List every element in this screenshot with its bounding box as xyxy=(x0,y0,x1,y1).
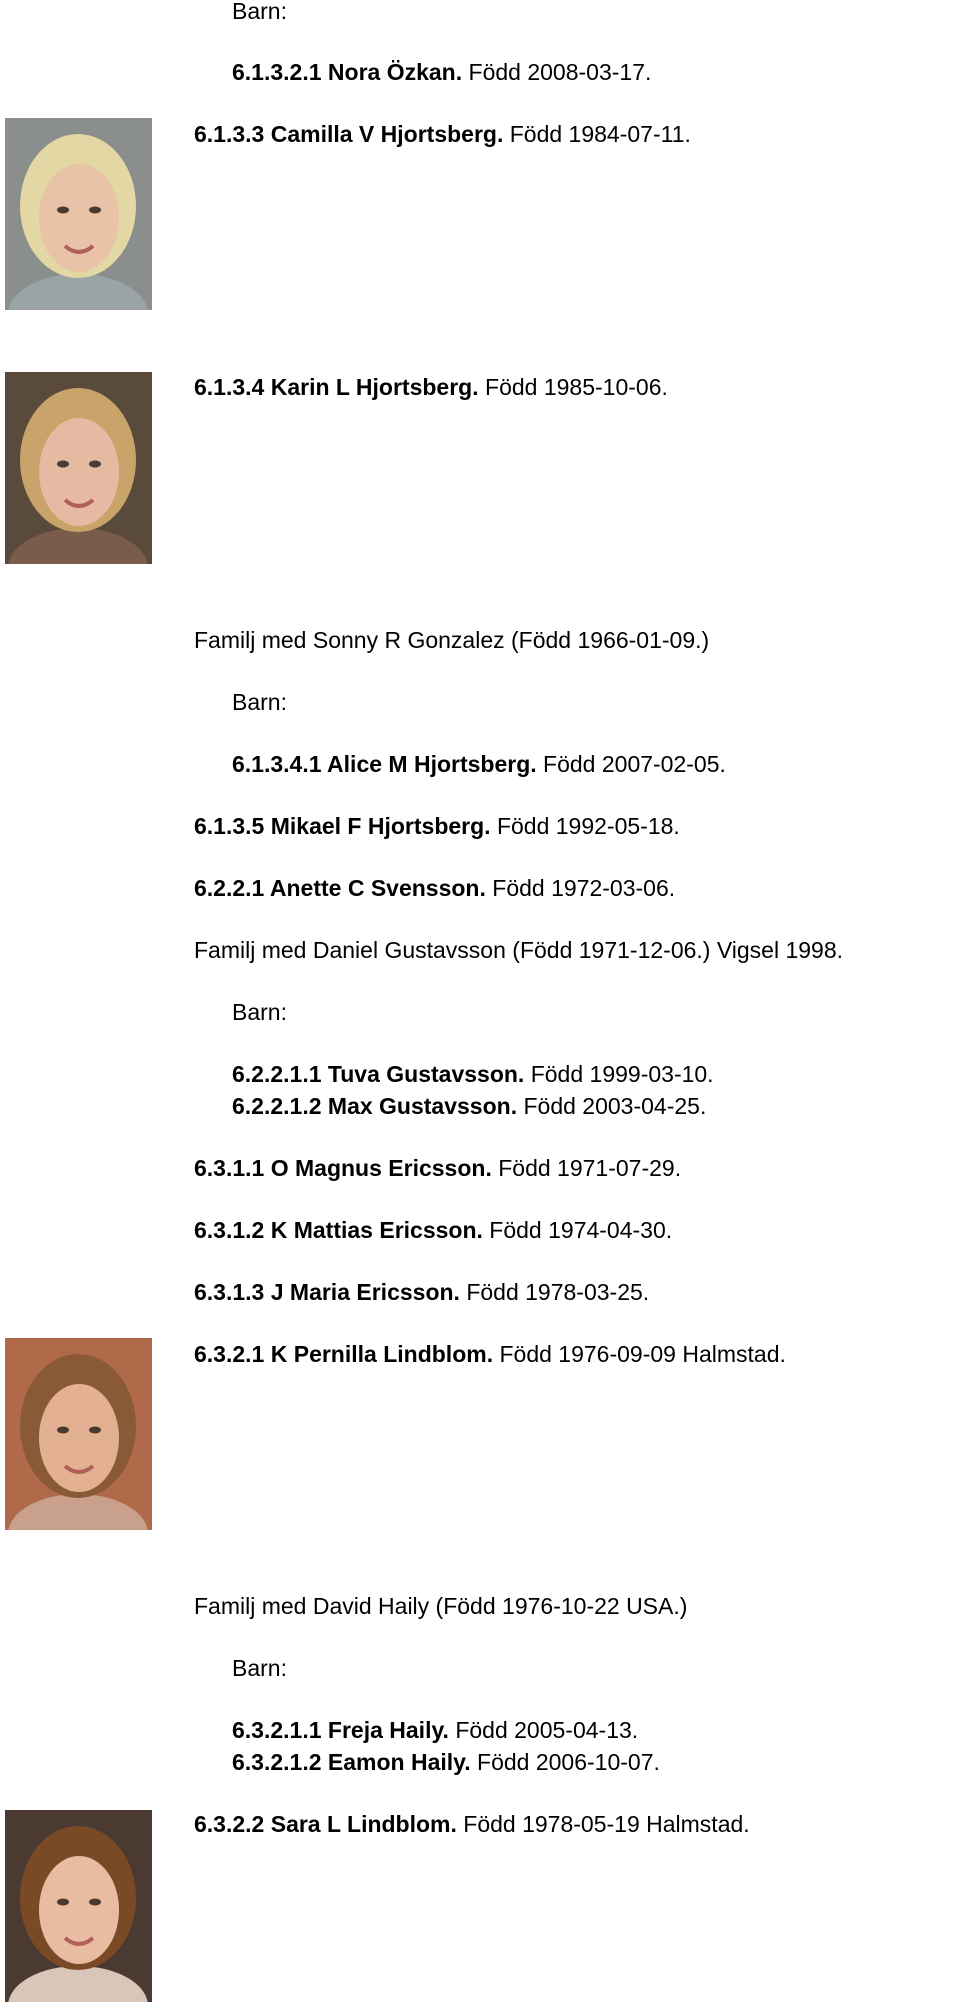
family-line: Familj med David Haily (Född 1976-10-22 USA.) xyxy=(194,1593,688,1619)
person-entry xyxy=(194,1340,786,1368)
person-entry xyxy=(232,1060,714,1088)
person-name: 6.3.2.1.2 Eamon Haily. xyxy=(232,1749,471,1775)
eye-left-shape xyxy=(57,207,69,214)
photo-karin xyxy=(5,372,152,564)
family-line: Familj med Daniel Gustavsson (Född 1971-12-06.) Vigsel 1998. xyxy=(194,937,844,963)
person-name: 6.3.2.1 K Pernilla Lindblom. xyxy=(194,1341,494,1367)
person-name: 6.3.1.3 J Maria Ericsson. xyxy=(194,1279,460,1305)
children-label: Barn: xyxy=(232,999,287,1025)
person-birth: Född 1978-05-19 Halmstad. xyxy=(463,1811,750,1837)
person-entry xyxy=(232,1716,638,1744)
person-name: 6.1.3.2.1 Nora Özkan. xyxy=(232,59,463,85)
person-name: 6.2.2.1.2 Max Gustavsson. xyxy=(232,1093,518,1119)
portrait-image xyxy=(5,118,152,310)
face-shape xyxy=(39,164,119,272)
face-shape xyxy=(39,1856,119,1964)
person-entry xyxy=(232,1092,706,1120)
children-label: Barn: xyxy=(232,1655,287,1681)
photo-sara xyxy=(5,1810,152,2002)
person-birth: Född 1992-05-18. xyxy=(496,813,680,839)
person-name: 6.2.2.1 Anette C Svensson. xyxy=(194,875,486,901)
eye-right-shape xyxy=(89,1899,101,1906)
person-entry xyxy=(194,120,691,148)
person-birth: Född 1976-09-09 Halmstad. xyxy=(499,1341,786,1367)
eye-right-shape xyxy=(89,461,101,468)
children-label: Barn: xyxy=(232,0,287,24)
eye-left-shape xyxy=(57,1899,69,1906)
person-entry xyxy=(232,750,726,778)
person-entry xyxy=(232,58,651,86)
person-birth: Född 1984-07-11. xyxy=(509,121,691,147)
person-entry xyxy=(194,373,668,401)
person-entry xyxy=(194,1278,649,1306)
person-birth: Född 2006-10-07. xyxy=(477,1749,660,1775)
person-birth: Född 2007-02-05. xyxy=(543,751,726,777)
person-entry xyxy=(194,1810,750,1838)
person-name: 6.1.3.4 Karin L Hjortsberg. xyxy=(194,374,479,400)
person-name: 6.1.3.5 Mikael F Hjortsberg. xyxy=(194,813,491,839)
person-name: 6.1.3.3 Camilla V Hjortsberg. xyxy=(194,121,504,147)
person-birth: Född 2008-03-17. xyxy=(468,59,652,85)
person-entry xyxy=(194,1216,672,1244)
person-birth: Född 2003-04-25. xyxy=(523,1093,707,1119)
person-birth: Född 2005-04-13. xyxy=(455,1717,639,1743)
person-entry xyxy=(194,812,680,840)
portrait-image xyxy=(5,1338,152,1530)
person-name: 6.3.1.1 O Magnus Ericsson. xyxy=(194,1155,492,1181)
person-name: 6.3.1.2 K Mattias Ericsson. xyxy=(194,1217,483,1243)
person-birth: Född 1985-10-06. xyxy=(485,374,668,400)
person-birth: Född 1972-03-06. xyxy=(492,875,676,901)
eye-right-shape xyxy=(89,1427,101,1434)
person-birth: Född 1999-03-10. xyxy=(530,1061,714,1087)
face-shape xyxy=(39,418,119,526)
eye-right-shape xyxy=(89,207,101,214)
person-name: 6.3.2.1.1 Freja Haily. xyxy=(232,1717,449,1743)
face-shape xyxy=(39,1384,119,1492)
person-name: 6.1.3.4.1 Alice M Hjortsberg. xyxy=(232,751,537,777)
photo-pernilla xyxy=(5,1338,152,1530)
person-entry xyxy=(194,1154,681,1182)
portrait-image xyxy=(5,372,152,564)
person-name: 6.3.2.2 Sara L Lindblom. xyxy=(194,1811,457,1837)
person-birth: Född 1974-04-30. xyxy=(489,1217,673,1243)
eye-left-shape xyxy=(57,461,69,468)
person-birth: Född 1971-07-29. xyxy=(498,1155,682,1181)
portrait-image xyxy=(5,1810,152,2002)
family-line: Familj med Sonny R Gonzalez (Född 1966-01-09.) xyxy=(194,627,710,653)
children-label: Barn: xyxy=(232,689,287,715)
person-entry xyxy=(232,1748,660,1776)
person-entry xyxy=(194,874,675,902)
eye-left-shape xyxy=(57,1427,69,1434)
person-birth: Född 1978-03-25. xyxy=(466,1279,650,1305)
person-name: 6.2.2.1.1 Tuva Gustavsson. xyxy=(232,1061,525,1087)
photo-camilla xyxy=(5,118,152,310)
